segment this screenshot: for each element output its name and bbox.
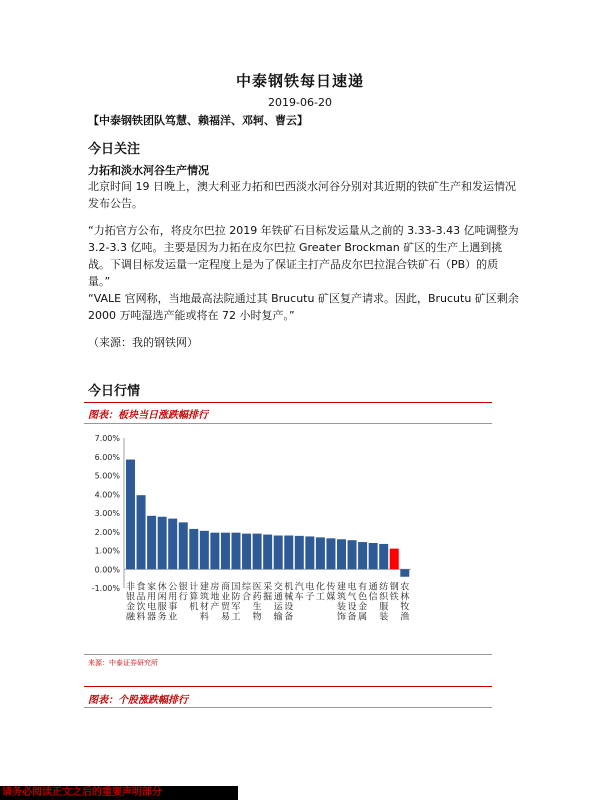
- bar: [400, 569, 409, 577]
- bar: [369, 543, 378, 569]
- y-tick-label: 3.00%: [94, 509, 120, 518]
- footer-disclaimer: 请务必阅读正文之后的重要声明部分: [0, 786, 238, 800]
- category-label: 电气设备: [347, 582, 357, 623]
- bar: [295, 536, 304, 569]
- focus-paragraph-3: “VALE 官网称，当地最高法院通过其 Brucutu 矿区复产请求。因此，Brucutu 矿区剩余 2000 万吨湿选产能或将在 72 小时复产。”: [88, 292, 519, 322]
- bar: [242, 534, 251, 570]
- category-label: 纺织服装: [379, 582, 389, 623]
- bar: [358, 542, 367, 569]
- bar: [221, 533, 230, 570]
- bar: [189, 529, 198, 569]
- y-tick-label: 7.00%: [94, 434, 120, 443]
- bar: [200, 531, 209, 569]
- bar: [210, 533, 219, 570]
- bar: [232, 533, 241, 570]
- figure2-top-rule: [84, 686, 492, 687]
- focus-subheading: 力拓和淡水河谷生产情况: [88, 164, 209, 177]
- category-label: 非银金融: [125, 582, 136, 623]
- y-tick-label: 5.00%: [94, 471, 120, 481]
- y-tick-label: 0.00%: [94, 565, 120, 575]
- category-label: 医药生物: [252, 582, 262, 623]
- section-today-focus: 今日关注: [88, 142, 141, 157]
- bar: [316, 537, 325, 569]
- figure1-caption-rule: [84, 423, 492, 424]
- y-tick-label: 1.00%: [94, 546, 120, 556]
- figure1-caption: 图表：板块当日涨跌幅排行: [88, 410, 208, 421]
- category-label: 公用事业: [168, 582, 178, 623]
- focus-paragraph-1: 北京时间 19 日晚上，澳大利亚力拓和巴西淡水河谷分别对其近期的铁矿生产和发运情况发布公告。: [88, 180, 516, 210]
- bar: [253, 534, 262, 570]
- category-label: 建筑材料: [199, 582, 209, 623]
- category-label: 家用电器: [147, 582, 157, 623]
- bar: [158, 517, 167, 570]
- category-label: 银行: [178, 582, 188, 603]
- category-label: 化工: [315, 582, 325, 603]
- bar: [390, 549, 399, 570]
- doc-date: 2019-06-20: [268, 96, 332, 109]
- figure2-caption: 图表：个股涨跌幅排行: [88, 695, 188, 706]
- category-label: 计算机: [189, 582, 199, 613]
- bar: [147, 516, 156, 569]
- bar: [179, 522, 188, 569]
- category-label: 采掘: [263, 582, 273, 603]
- section-market: 今日行情: [88, 384, 141, 399]
- category-label: 建筑装饰: [336, 582, 347, 623]
- bar: [284, 536, 293, 570]
- figure1-source: 来源：中泰证券研究所: [88, 659, 158, 667]
- bar: [137, 495, 146, 569]
- doc-title: 中泰钢铁每日速递: [235, 72, 364, 90]
- sector-bar-chart: [84, 428, 424, 638]
- category-label: 电子: [305, 582, 315, 603]
- category-label: 钢铁: [389, 582, 399, 603]
- category-label: 休闲服务: [157, 582, 167, 623]
- y-tick-label: -1.00%: [91, 584, 120, 593]
- bar: [126, 460, 135, 570]
- y-tick-label: 6.00%: [94, 452, 120, 462]
- category-label: 传媒: [326, 582, 336, 603]
- focus-paragraph-2: “力拓官方公布，将皮尔巴拉 2019 年铁矿石目标发运量从之前的 3.33-3.43 亿吨调整为 3.2-3.3 亿吨。主要是因为力拓在皮尔巴拉 Greater Brockman 矿区的生产上遇到挑战。下调目标发运量一定程度上是为了保证主打产品皮尔巴拉混合铁矿石（PB）的质量。”: [88, 224, 519, 288]
- figure1-bottom-rule: [84, 654, 492, 655]
- figure1-top-rule: [84, 402, 492, 403]
- bar: [348, 540, 357, 569]
- y-tick-label: 2.00%: [94, 527, 120, 537]
- category-label: 商业贸易: [220, 582, 230, 623]
- category-label: 机械设备: [284, 582, 294, 623]
- category-label: 房地产: [210, 582, 220, 613]
- category-label: 食品饮料: [136, 582, 146, 623]
- bar: [305, 536, 314, 569]
- bar: [168, 519, 177, 570]
- y-tick-label: 4.00%: [94, 490, 120, 500]
- category-label: 交通运输: [273, 582, 283, 623]
- category-label: 综合: [242, 582, 252, 603]
- category-label: 国防军工: [231, 582, 241, 623]
- figure2-caption-rule: [84, 707, 492, 708]
- category-label: 农林牧渔: [400, 582, 410, 623]
- focus-source: （来源：我的钢铁网）: [88, 336, 198, 349]
- bar: [263, 535, 272, 570]
- category-label: 通信: [368, 582, 378, 603]
- bar: [274, 536, 283, 570]
- team-line: 【中泰钢铁团队笃慧、赖福洋、邓轲、曹云】: [88, 114, 308, 127]
- category-label: 汽车: [294, 582, 304, 603]
- bar: [337, 539, 346, 569]
- category-label: 有色金属: [358, 582, 368, 623]
- bar: [326, 538, 335, 569]
- bar: [379, 544, 388, 569]
